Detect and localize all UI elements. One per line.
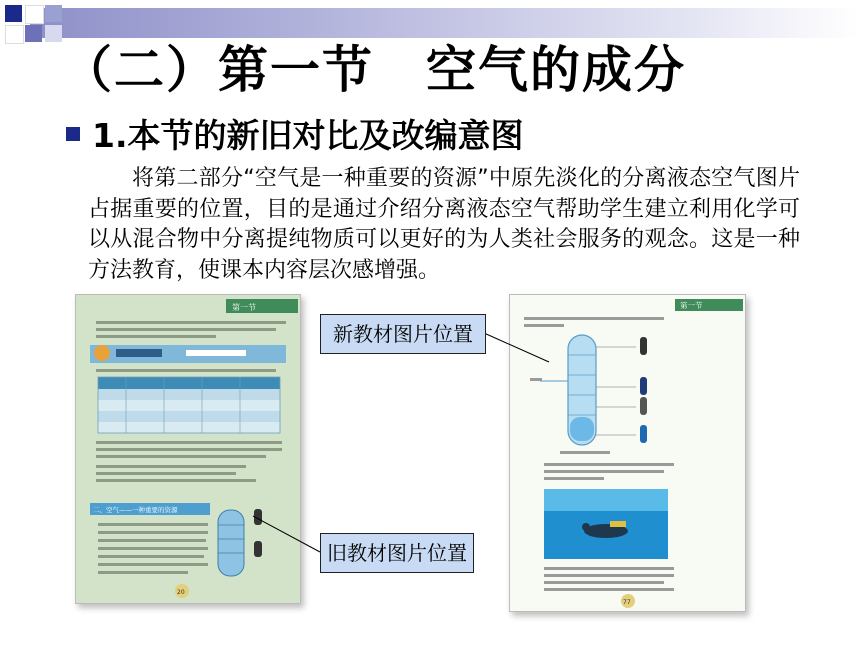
old-page-header: 第一节 — [232, 303, 256, 312]
old-page-number: 20 — [177, 589, 185, 596]
new-textbook-callout: 新教材图片位置 — [320, 314, 486, 354]
body-paragraph: 将第二部分“空气是一种重要的资源”中原先淡化的分离液态空气图片占据重要的位置，目的是通过介绍分离液态空气帮助学生建立利用化学可以从混合物中分离提纯物质可以更好的为人类社会服务的观念。这是一种方法教育，使课本内容层次感增强。 — [88, 166, 800, 283]
old-page-section-heading: 二、空气——一种重要的资源 — [93, 506, 178, 514]
old-textbook-callout: 旧教材图片位置 — [320, 533, 474, 573]
slide-subtitle: 1.本节的新旧对比及改编意图 — [92, 116, 524, 155]
slide-title: （二）第一节 空气的成分 — [62, 41, 686, 99]
new-page-header: 第一节 — [680, 301, 703, 310]
new-page-number: 77 — [623, 599, 631, 606]
